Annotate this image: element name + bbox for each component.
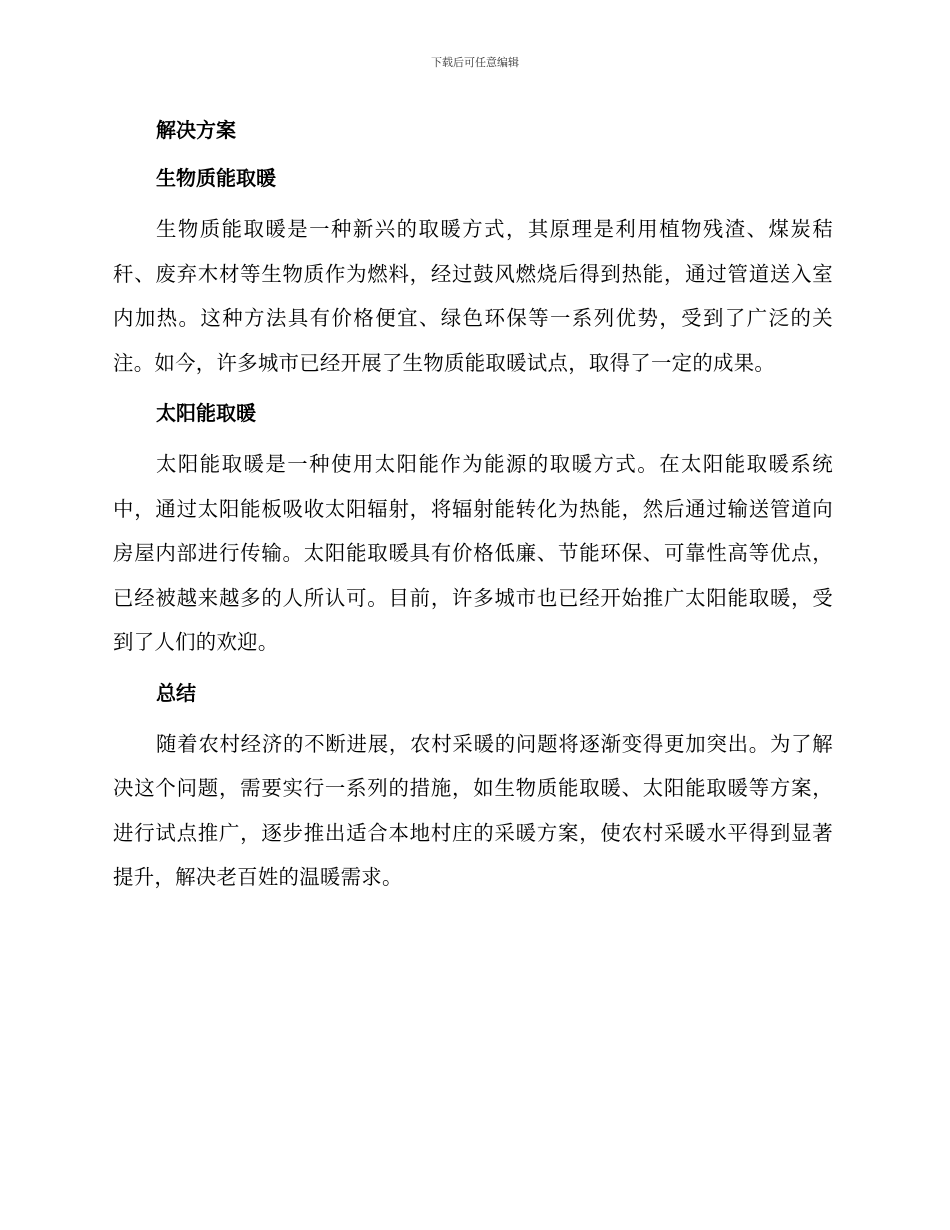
paragraph-summary: 随着农村经济的不断进展，农村采暖的问题将逐渐变得更加突出。为了解决这个问题，需要实行一系列的措施，如生物质能取暖、太阳能取暖等方案，进行试点推广，逐步推出适合本地村庄的采暖方案，使农村采暖水平得到显著提升，解决老百姓的温暖需求。	[113, 731, 833, 889]
section-title: 解决方案	[156, 118, 236, 142]
section-heading-biomass: 生物质能取暖	[156, 166, 276, 190]
document-body	[113, 110, 833, 900]
header-note: 下载后可任意编辑	[431, 56, 519, 69]
section-heading-solar: 太阳能取暖	[156, 401, 256, 425]
section-heading-summary: 总结	[156, 680, 196, 705]
paragraph-solar: 太阳能取暖是一种使用太阳能作为能源的取暖方式。在太阳能取暖系统中，通过太阳能板吸收太阳辐射，将辐射能转化为热能，然后通过输送管道向房屋内部进行传输。太阳能取暖具有价格低廉、节能环保、可靠性高等优点，已经被越来越多的人所认可。目前，许多城市也已经开始推广太阳能取暖，受到了人们的欢迎。	[113, 452, 833, 654]
paragraph-biomass: 生物质能取暖是一种新兴的取暖方式，其原理是利用植物残渣、煤炭秸秆、废弃木材等生物质作为燃料，经过鼓风燃烧后得到热能，通过管道送入室内加热。这种方法具有价格便宜、绿色环保等一系列优势，受到了广泛的关注。如今，许多城市已经开展了生物质能取暖试点，取得了一定的成果。	[113, 217, 833, 375]
